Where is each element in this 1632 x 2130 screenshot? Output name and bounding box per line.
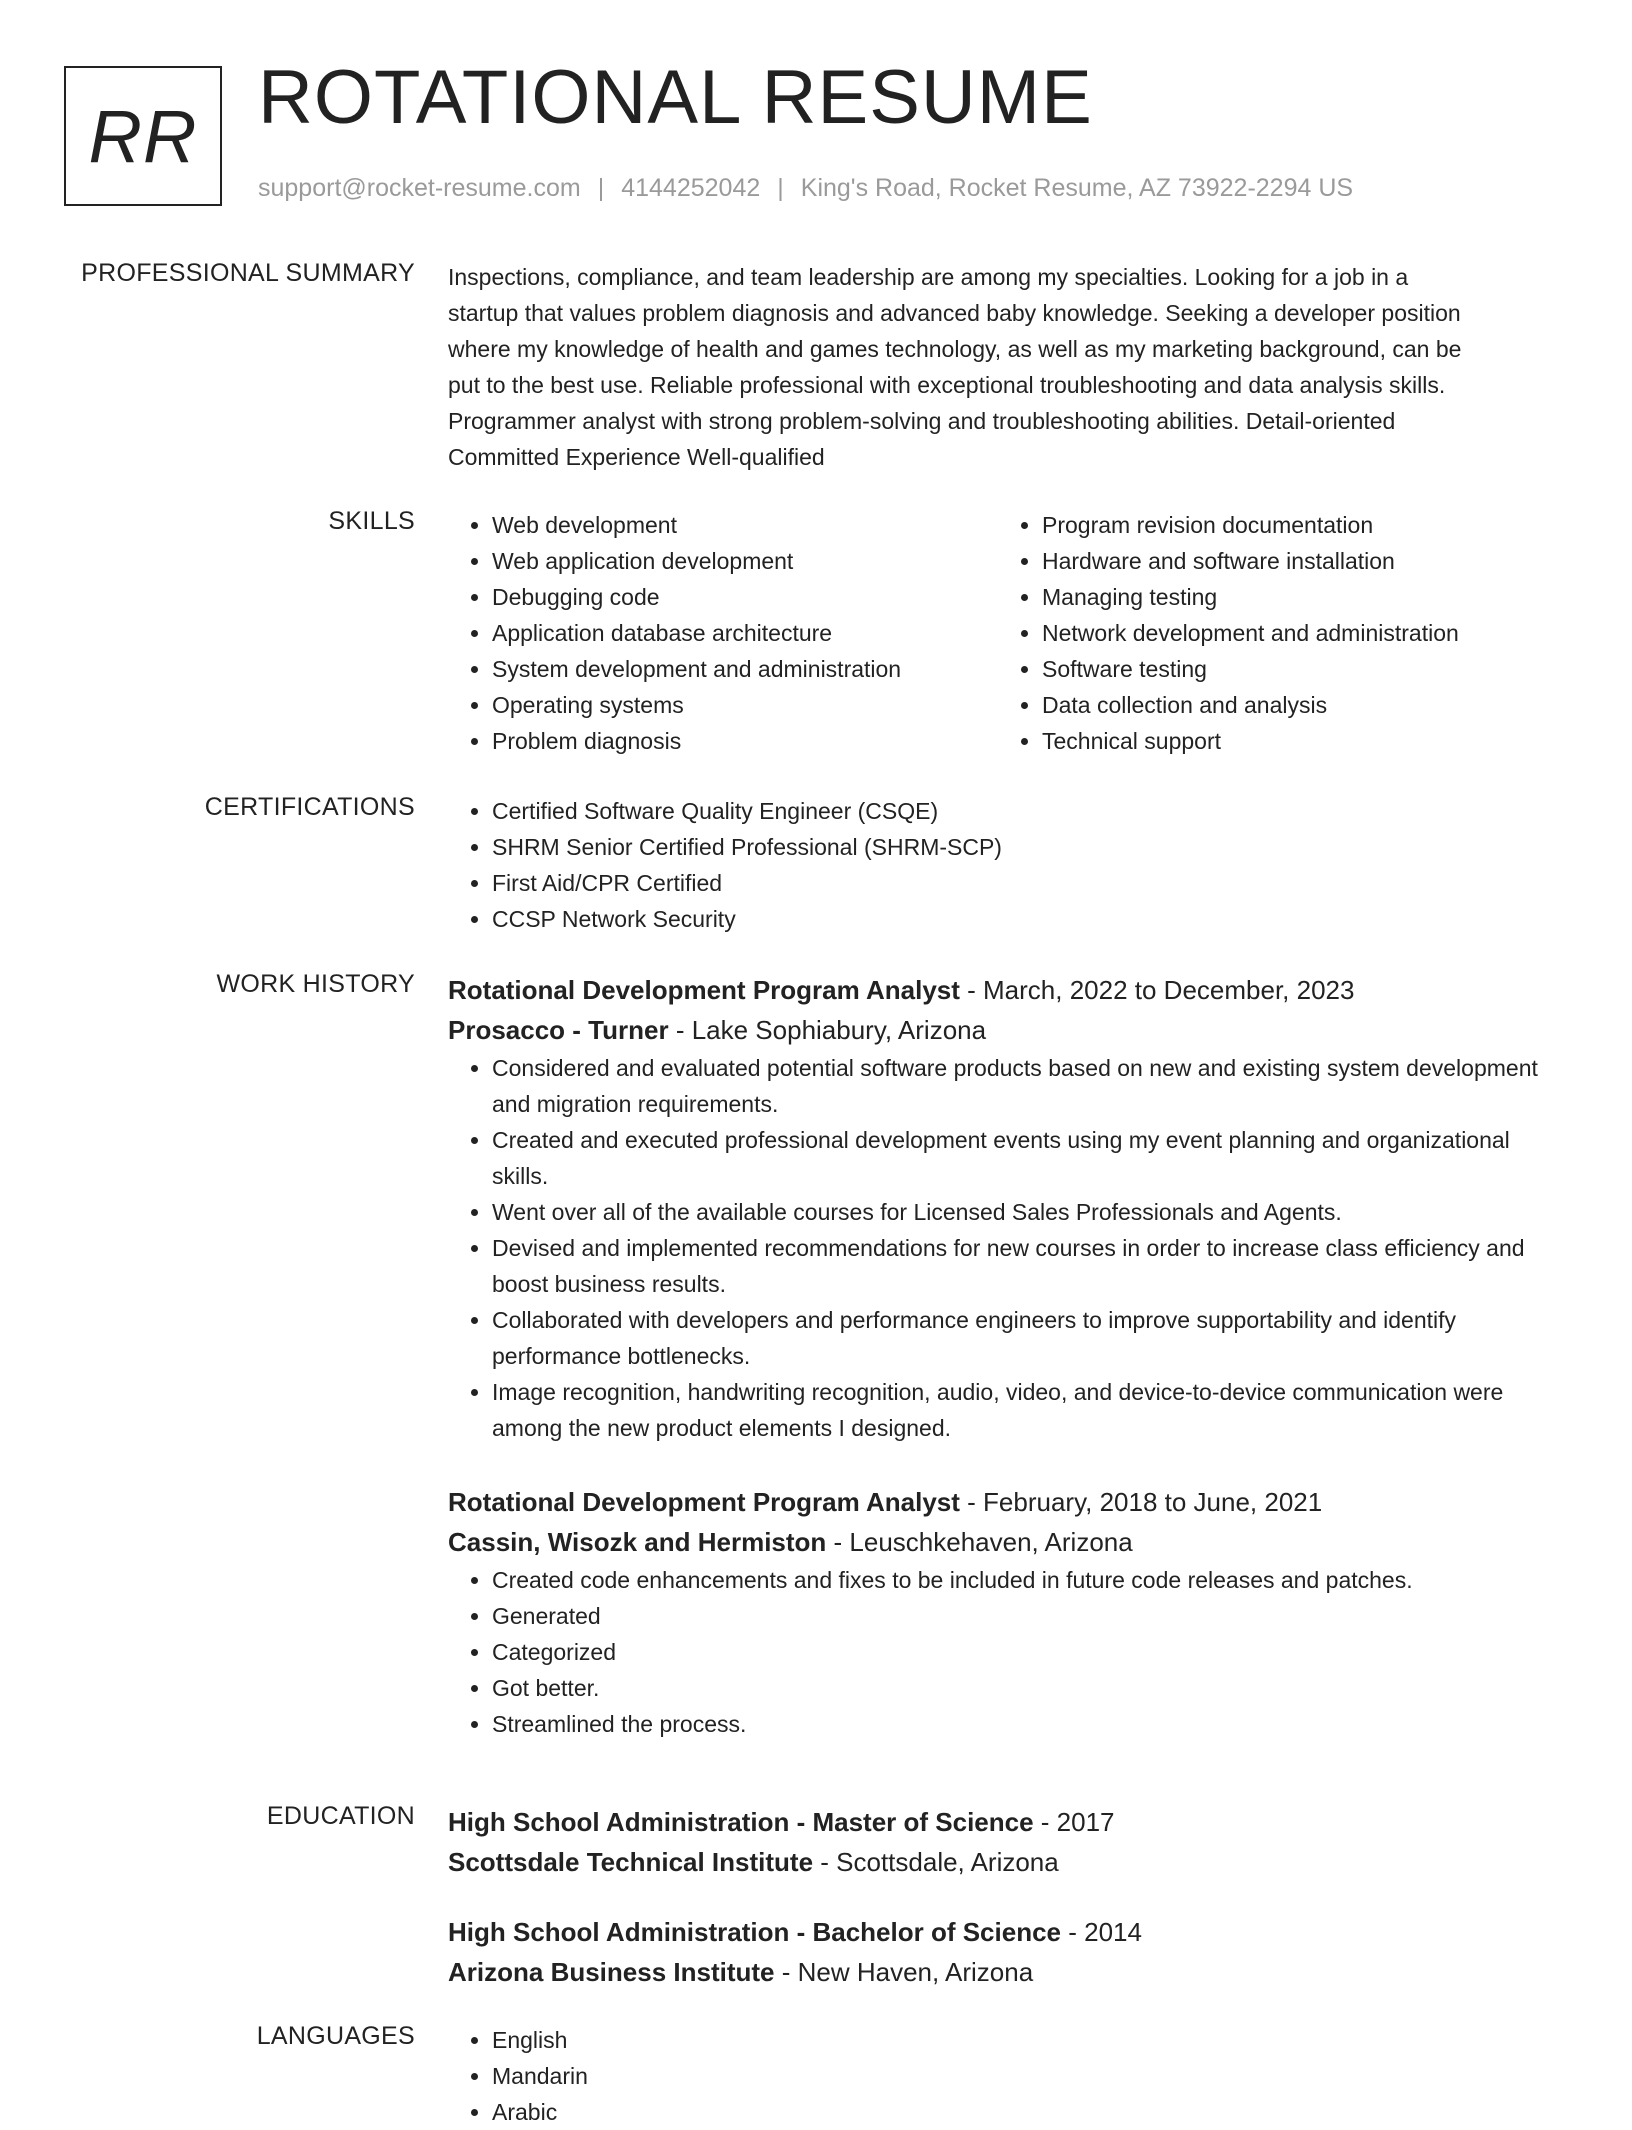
job-bullet: • Collaborated with developers and performance engineers to improve supportability and identify performance bottlenecks. <box>492 1302 1568 1374</box>
job-location: - Leuschkehaven, Arizona <box>826 1527 1133 1557</box>
education-degree-line <box>448 1802 1568 1842</box>
contact-separator: | <box>597 174 605 202</box>
job-bullet: • Got better. <box>492 1670 1568 1706</box>
certification-item: • SHRM Senior Certified Professional (SHRM-SCP) <box>492 829 1568 865</box>
contact-address: King's Road, Rocket Resume, AZ 73922-2294 US <box>800 174 1354 202</box>
summary-line: startup that values problem diagnosis and advanced baby knowledge. Seeking a developer position <box>448 300 1461 326</box>
skill-item: • Managing testing <box>1042 579 1548 615</box>
job-company: Cassin, Wisozk and Hermiston <box>448 1527 827 1557</box>
certification-item: • First Aid/CPR Certified <box>492 865 1568 901</box>
education-school: Arizona Business Institute <box>448 1957 775 1987</box>
education-body <box>448 1802 1568 1992</box>
skill-item: • Hardware and software installation <box>1042 543 1548 579</box>
skill-item: • Web development <box>492 507 998 543</box>
job-bullet: • Considered and evaluated potential software products based on new and existing system development and migration requirements. <box>492 1050 1568 1122</box>
skill-item: • Network development and administration <box>1042 615 1548 651</box>
certification-item: • Certified Software Quality Engineer (CSQE) <box>492 793 1568 829</box>
job-bullet: • Went over all of the available courses for Licensed Sales Professionals and Agents. <box>492 1194 1568 1230</box>
resume-title: ROTATIONAL RESUME <box>258 55 1093 140</box>
education-school-line <box>448 1952 1568 1992</box>
skills-column-right <box>998 507 1548 759</box>
certification-item: • CCSP Network Security <box>492 901 1568 937</box>
summary-text <box>448 259 1568 475</box>
summary-line: put to the best use. Reliable professional with exceptional troubleshooting and data analysis skills. <box>448 372 1446 398</box>
education-year: - 2014 <box>1061 1917 1142 1947</box>
education-year: - 2017 <box>1033 1807 1115 1837</box>
job-title-line <box>448 970 1568 1010</box>
job-bullet: • Categorized <box>492 1634 1568 1670</box>
section-label-languages: LANGUAGES <box>256 2022 415 2050</box>
contact-separator: | <box>777 174 784 202</box>
contact-email[interactable]: support@rocket-resume.com <box>258 174 581 202</box>
education-school-line <box>448 1842 1568 1882</box>
education-entry <box>448 1912 1568 1992</box>
language-item: • Mandarin <box>492 2058 1568 2094</box>
job-company-line <box>448 1010 1568 1050</box>
education-location: - Scottsdale, Arizona <box>813 1847 1059 1877</box>
work-body <box>448 970 1568 1742</box>
language-item: • Arabic <box>492 2094 1568 2130</box>
summary-line: where my knowledge of health and games technology, as well as my marketing background, can be <box>448 336 1462 362</box>
job-location: - Lake Sophiabury, Arizona <box>668 1015 987 1045</box>
education-school: Scottsdale Technical Institute <box>448 1847 814 1877</box>
job-dates: - February, 2018 to June, 2021 <box>959 1487 1323 1517</box>
skill-item: • Software testing <box>1042 651 1548 687</box>
summary-line: Committed Experience Well-qualified <box>448 444 825 470</box>
job-title: Rotational Development Program Analyst <box>448 1487 960 1517</box>
job-bullet: • Devised and implemented recommendations for new courses in order to increase class efficiency and boost business results. <box>492 1230 1568 1302</box>
languages-body <box>448 2022 1568 2130</box>
job-company-line <box>448 1522 1568 1562</box>
skill-item: • Technical support <box>1042 723 1548 759</box>
monogram-box <box>64 66 222 206</box>
skill-item: • Operating systems <box>492 687 998 723</box>
summary-line: Programmer analyst with strong problem-solving and troubleshooting abilities. Detail-oriented <box>448 408 1396 434</box>
certifications-body <box>448 793 1568 937</box>
education-degree-line <box>448 1912 1568 1952</box>
skills-body <box>448 507 1568 759</box>
contact-phone[interactable]: 4144252042 <box>621 174 761 202</box>
job-bullet-list <box>448 1050 1568 1446</box>
job-bullet: • Created code enhancements and fixes to be included in future code releases and patches. <box>492 1562 1568 1598</box>
monogram-text: RR <box>88 94 198 178</box>
skill-item: • System development and administration <box>492 651 998 687</box>
job-dates: - March, 2022 to December, 2023 <box>959 975 1355 1005</box>
job-title: Rotational Development Program Analyst <box>448 975 960 1005</box>
section-label-summary: PROFESSIONAL SUMMARY <box>81 259 415 287</box>
job-title-line <box>448 1482 1568 1522</box>
job-bullet-list <box>448 1562 1568 1742</box>
skills-column-left <box>448 507 998 759</box>
job-entry <box>448 1482 1568 1742</box>
education-entry <box>448 1802 1568 1882</box>
section-label-work: WORK HISTORY <box>216 970 415 998</box>
section-label-certifications: CERTIFICATIONS <box>204 793 415 821</box>
job-entry <box>448 970 1568 1446</box>
job-bullet: • Streamlined the process. <box>492 1706 1568 1742</box>
section-label-education: EDUCATION <box>266 1802 415 1830</box>
job-bullet: • Generated <box>492 1598 1568 1634</box>
contact-line <box>258 174 1353 203</box>
language-item: • English <box>492 2022 1568 2058</box>
job-bullet: • Created and executed professional development events using my event planning and organizational skills. <box>492 1122 1568 1194</box>
skill-item: • Application database architecture <box>492 615 998 651</box>
job-bullet: • Image recognition, handwriting recognition, audio, video, and device-to-device communication were among the new product elements I designed. <box>492 1374 1568 1446</box>
skill-item: • Data collection and analysis <box>1042 687 1548 723</box>
skill-item: • Problem diagnosis <box>492 723 998 759</box>
job-company: Prosacco - Turner <box>448 1015 669 1045</box>
section-label-skills: SKILLS <box>328 507 415 535</box>
skill-item: • Program revision documentation <box>1042 507 1548 543</box>
skill-item: • Debugging code <box>492 579 998 615</box>
education-location: - New Haven, Arizona <box>774 1957 1034 1987</box>
education-degree: High School Administration - Master of Science <box>448 1807 1034 1837</box>
skill-item: • Web application development <box>492 543 998 579</box>
education-degree: High School Administration - Bachelor of Science <box>448 1917 1062 1947</box>
summary-line: Inspections, compliance, and team leadership are among my specialties. Looking for a job in a <box>448 264 1409 290</box>
